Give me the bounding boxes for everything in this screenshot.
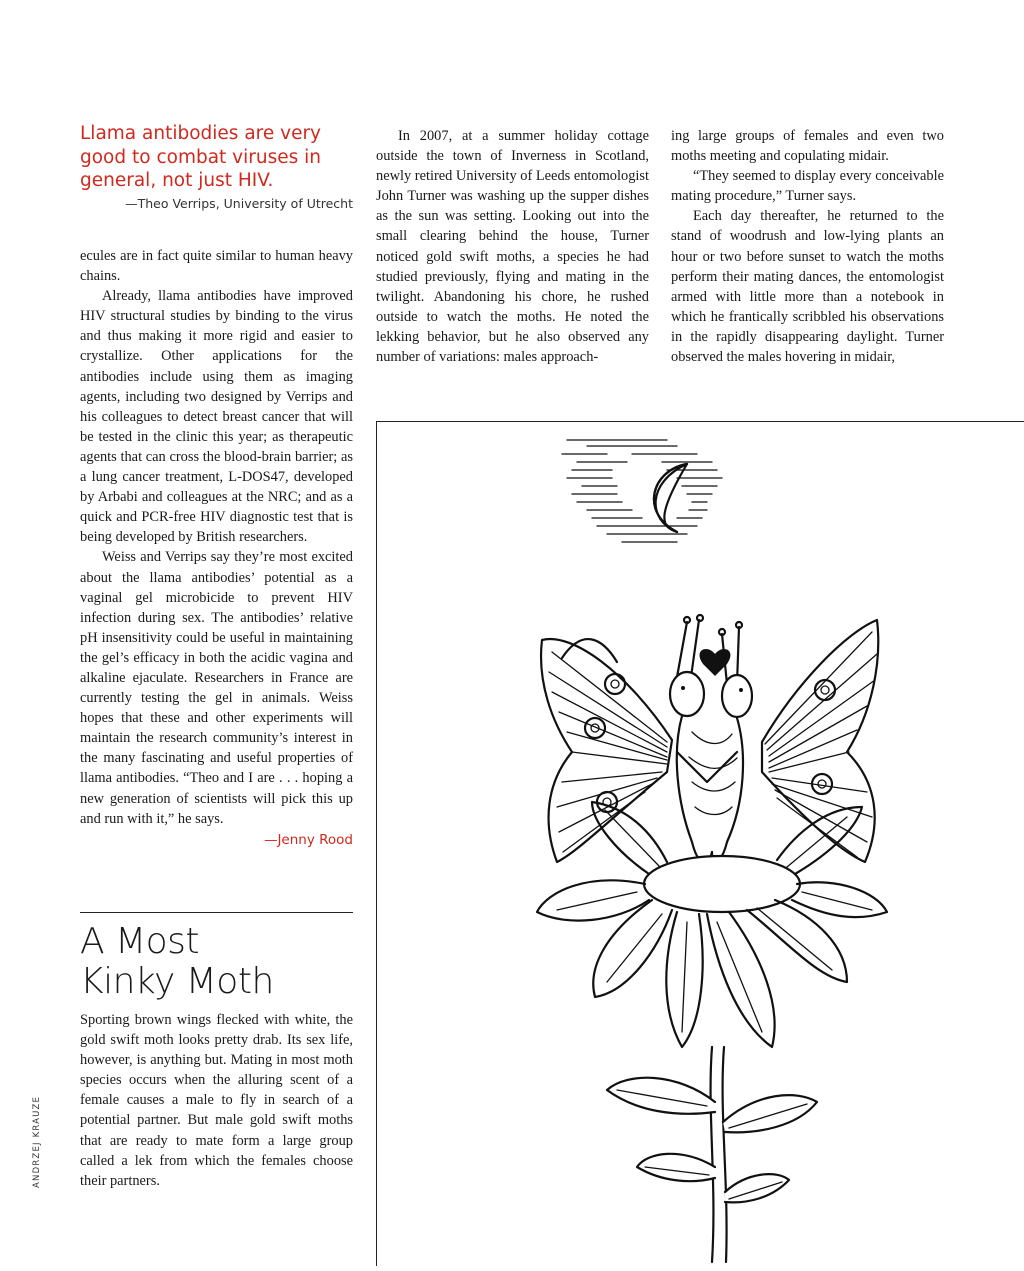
article-paragraph: “They seemed to display every conceivable mating procedure,” Turner says. bbox=[671, 168, 944, 205]
headline-line: Kinky Moth bbox=[80, 961, 274, 1002]
article-paragraph: ecules are in fact quite similar to human heavy chains. bbox=[80, 248, 353, 285]
pull-quote-attribution: —Theo Verrips, University of Utrecht bbox=[125, 196, 353, 211]
section-divider bbox=[80, 912, 353, 913]
article-paragraph: In 2007, at a summer holiday cottage outside the town of Inverness in Scotland, newly retired University of Leeds entomologist John Turner was washing up the supper dishes as the sun was setting. Looking out into the small clearing behind the house, Turner noticed gold swift moths, a species he had studied previously, flying and mating in the twilight. Abandoning his chore, he rushed outside to watch the moths. He noted the lekking behavior, but he also observed any number of variations: males approach- bbox=[376, 128, 649, 366]
article-paragraph: Already, llama antibodies have improved HIV structural studies by binding to the virus and thus making it more rigid and easier to crystallize. Other applications for the antibodies include using them as imaging agents, including two designed by Verrips and his colleagues to detect breast cancer that will be tested in the clinic this year; as therapeutic agents that can cross the blood-brain barrier; as a lung cancer treatment, L-DOS47, developed by Arbabi and colleagues at the NRC; and as a quick and PCR-free HIV diagnostic test that is being developed by British researchers. bbox=[80, 288, 353, 546]
byline: —Jenny Rood bbox=[263, 831, 353, 848]
article-paragraph: Sporting brown wings flecked with white, the gold swift moth looks pretty drab. Its sex life, however, is anything but. Mating in most moth species occurs when the alluring scent of a female causes a male to fly in search of a potential partner. But male gold swift moths that are ready to mate form a large group called a lek from which the females choose their partners. bbox=[80, 1012, 353, 1189]
moth-illustration bbox=[377, 422, 1024, 1266]
article-paragraph: Each day thereafter, he returned to the stand of woodrush and low-lying plants an hour or two before sunset to watch the moths perform their mating dances, the entomologist armed with little more than a notebook in which he frantically scribbled his observations in the rapidly disappearing daylight. Turner observed the males hovering in midair, bbox=[671, 208, 944, 366]
llama-article-column bbox=[80, 246, 353, 850]
stem-drawing bbox=[607, 1047, 817, 1262]
moth-article-intro-column bbox=[80, 1010, 353, 1191]
article-paragraph: Weiss and Verrips say they’re most excited about the llama antibodies’ potential as a vaginal gel microbicide to prevent HIV infection during sex. The antibodies’ relative pH insensitivity could be useful in maintaining the gel’s efficacy in both the acidic vagina and alkaline ejaculate. Researchers in France are currently testing the gel in animals. Weiss hopes that these and other experiments will maintain the research community’s interest in the many fascinating and useful properties of llama antibodies. “Theo and I are . . . hoping a new generation of scientists will pick this up and run with it,” he says. bbox=[80, 549, 353, 827]
headline-line: A Most bbox=[80, 921, 200, 962]
pull-quote: Llama antibodies are very good to combat viruses in general, not just HIV. bbox=[80, 123, 322, 191]
illustration-credit: ANDRZEJ KRAUZE bbox=[32, 1095, 42, 1188]
right-wing-drawing bbox=[762, 620, 878, 862]
moon-drawing bbox=[562, 440, 722, 542]
illustration-frame bbox=[376, 421, 1024, 1266]
article-paragraph: ing large groups of females and even two moths meeting and copulating midair. bbox=[671, 128, 944, 165]
moth-article-column-3 bbox=[671, 126, 944, 367]
article-headline bbox=[80, 922, 370, 1002]
moth-article-column-2 bbox=[376, 126, 649, 367]
left-wing-drawing bbox=[541, 639, 672, 862]
